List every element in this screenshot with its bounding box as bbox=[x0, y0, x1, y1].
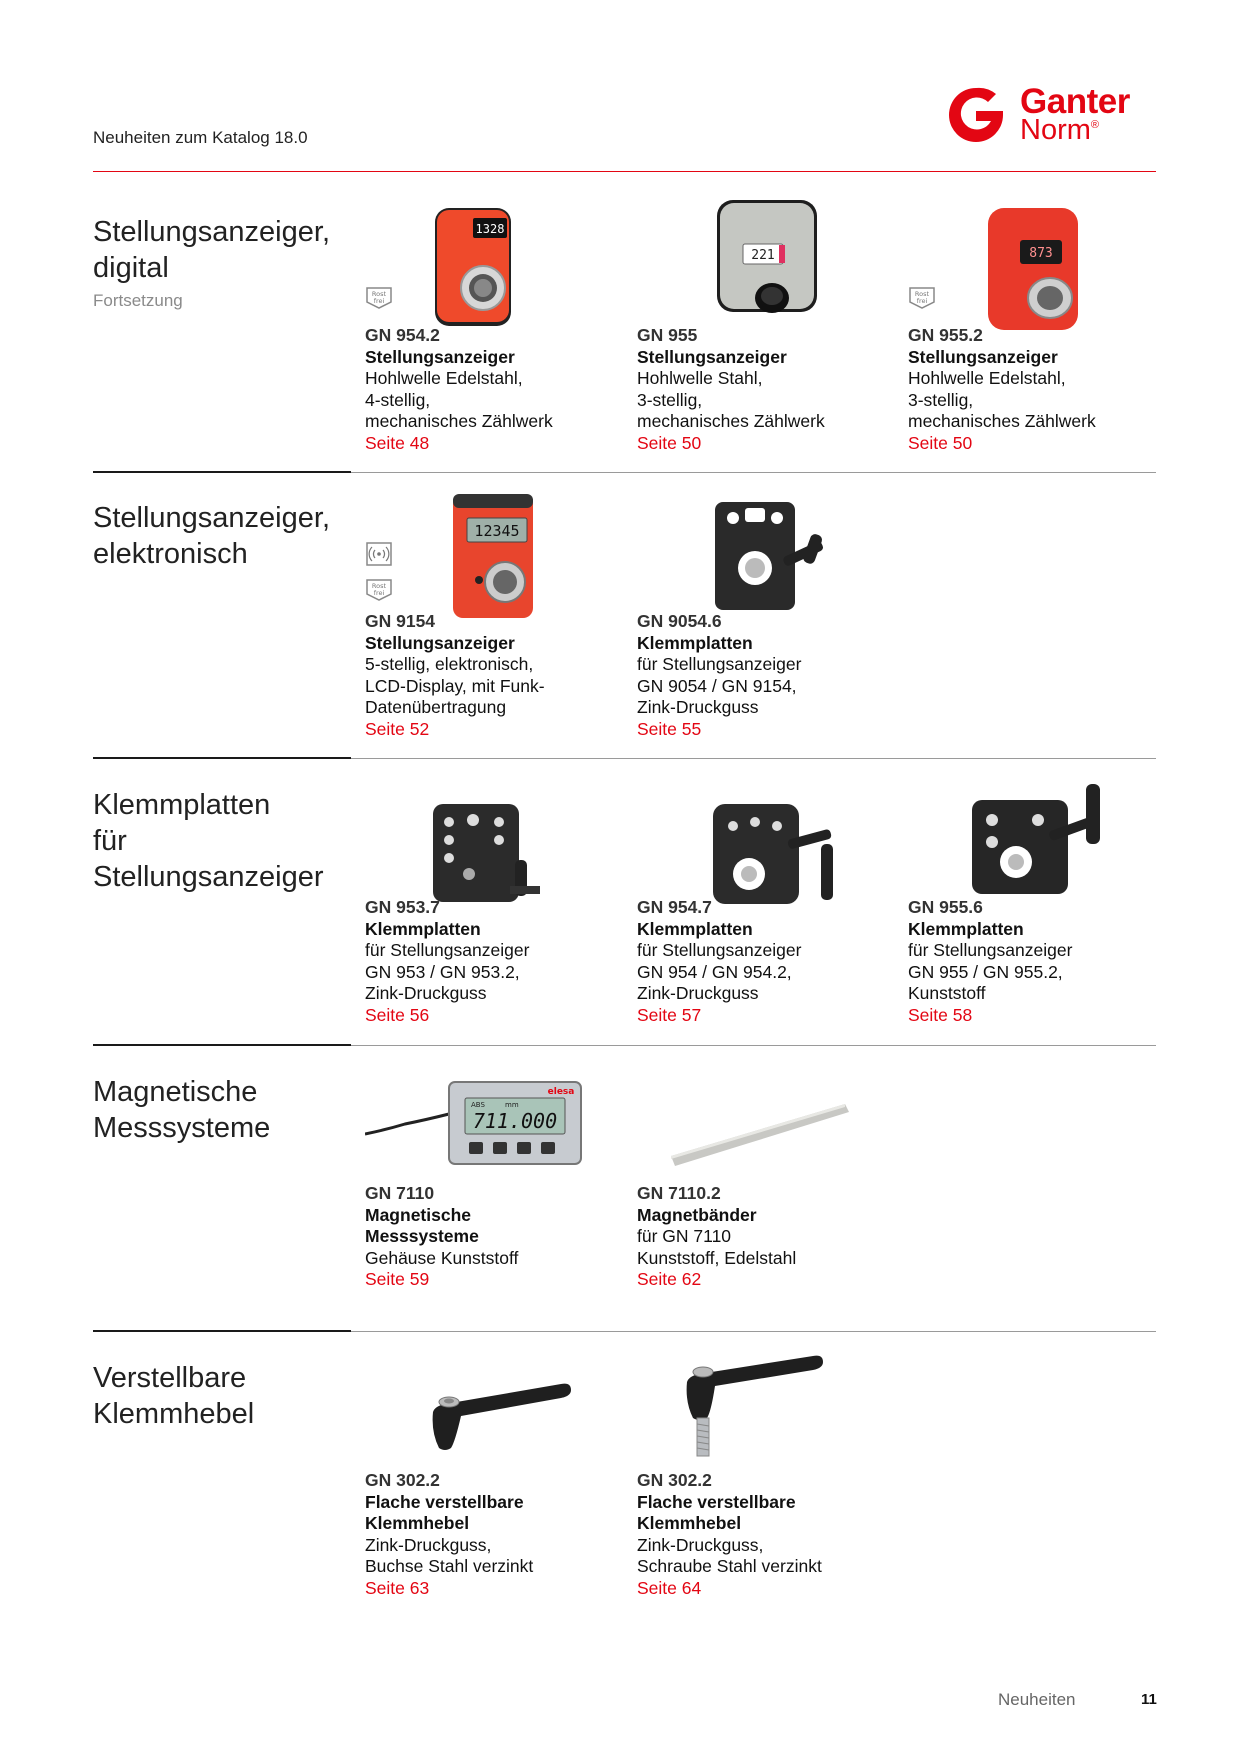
product-code: GN 9154 bbox=[365, 611, 436, 631]
svg-text:711.000: 711.000 bbox=[472, 1109, 558, 1133]
ganter-g-icon bbox=[940, 82, 1012, 148]
logo-wordmark-norm: Norm® bbox=[1020, 114, 1099, 146]
product-text bbox=[365, 1183, 518, 1291]
position-indicator-red-image bbox=[908, 200, 1158, 340]
product-page-link[interactable]: Seite 56 bbox=[365, 1004, 430, 1025]
product-code: GN 955.2 bbox=[908, 325, 983, 345]
section-divider bbox=[93, 1044, 351, 1046]
svg-text:frei: frei bbox=[373, 589, 385, 597]
product-page-link[interactable]: Seite 50 bbox=[637, 432, 702, 453]
product-description: für Stellungsanzeiger GN 953 / GN 953.2, Zink-Druckguss bbox=[365, 940, 530, 1003]
product-page-link[interactable]: Seite 57 bbox=[637, 1004, 702, 1025]
product-page-link[interactable]: Seite 52 bbox=[365, 718, 430, 739]
svg-text:elesa: elesa bbox=[547, 1087, 575, 1097]
product-description: Zink-Druckguss, Schraube Stahl verzinkt bbox=[637, 1534, 822, 1576]
product-description: 5-stellig, elektronisch, LCD-Display, mit Funk- Datenübertragung bbox=[365, 654, 545, 717]
svg-text:frei: frei bbox=[916, 297, 928, 305]
clamping-plate-image bbox=[637, 774, 887, 914]
section-subtitle: Fortsetzung bbox=[93, 291, 183, 310]
product-name: Flache verstellbare Klemmhebel bbox=[365, 1491, 524, 1533]
section-title: Magnetische Messsysteme bbox=[93, 1076, 271, 1144]
svg-text:mm: mm bbox=[505, 1101, 519, 1109]
product-code: GN 9054.6 bbox=[637, 611, 722, 631]
section-divider bbox=[351, 1045, 1156, 1046]
product-page-link[interactable]: Seite 50 bbox=[908, 432, 973, 453]
svg-text:Rost: Rost bbox=[371, 290, 387, 298]
product-description: Hohlwelle Edelstahl, 4-stellig, mechanisches Zählwerk bbox=[365, 368, 553, 431]
product-name: Klemmplatten bbox=[365, 918, 481, 939]
svg-text:1328: 1328 bbox=[475, 222, 505, 236]
product-text bbox=[637, 1183, 796, 1291]
product-name: Stellungsanzeiger bbox=[365, 346, 515, 367]
product-page-link[interactable]: Seite 48 bbox=[365, 432, 430, 453]
svg-text:12345: 12345 bbox=[474, 522, 520, 540]
header-title: Neuheiten zum Katalog 18.0 bbox=[93, 128, 308, 147]
section-title: Verstellbare Klemmhebel bbox=[93, 1362, 255, 1430]
product-description: Hohlwelle Stahl, 3-stellig, mechanisches Zählwerk bbox=[637, 368, 825, 431]
section-divider bbox=[351, 1331, 1156, 1332]
clamping-plate-image bbox=[365, 774, 615, 914]
ganter-norm-logo bbox=[940, 82, 1155, 152]
product-description: für Stellungsanzeiger GN 954 / GN 954.2, Zink-Druckguss bbox=[637, 940, 802, 1003]
product-description: für GN 7110 Kunststoff, Edelstahl bbox=[637, 1226, 797, 1268]
product-name: Flache verstellbare Klemmhebel bbox=[637, 1491, 796, 1533]
product-text bbox=[637, 897, 801, 1026]
product-name: Stellungsanzeiger bbox=[365, 632, 515, 653]
product-name: Magnetbänder bbox=[637, 1204, 757, 1225]
clamping-plate-image bbox=[637, 488, 887, 628]
svg-text:Rost: Rost bbox=[914, 290, 930, 298]
clamping-plate-image bbox=[908, 774, 1158, 914]
product-name: Klemmplatten bbox=[637, 632, 753, 653]
product-text bbox=[637, 325, 825, 454]
section-title: Stellungsanzeiger, elektronisch bbox=[93, 502, 330, 570]
section-title: Klemmplatten für Stellungsanzeiger bbox=[93, 789, 324, 893]
product-name: Klemmplatten bbox=[637, 918, 753, 939]
product-code: GN 953.7 bbox=[365, 897, 440, 917]
product-page-link[interactable]: Seite 63 bbox=[365, 1577, 430, 1598]
product-code: GN 7110.2 bbox=[637, 1183, 721, 1203]
svg-text:Rost: Rost bbox=[371, 582, 387, 590]
product-description: für Stellungsanzeiger GN 955 / GN 955.2, Kunststoff bbox=[908, 940, 1073, 1003]
product-description: Hohlwelle Edelstahl, 3-stellig, mechanisches Zählwerk bbox=[908, 368, 1096, 431]
product-name: Magnetische Messsysteme bbox=[365, 1204, 479, 1246]
product-name: Stellungsanzeiger bbox=[908, 346, 1058, 367]
svg-text:221: 221 bbox=[751, 248, 775, 263]
header-divider bbox=[93, 171, 1156, 172]
product-code: GN 955 bbox=[637, 325, 698, 345]
product-code: GN 302.2 bbox=[365, 1470, 440, 1490]
product-text bbox=[637, 1470, 822, 1599]
product-description: Zink-Druckguss, Buchse Stahl verzinkt bbox=[365, 1534, 534, 1576]
product-page-link[interactable]: Seite 64 bbox=[637, 1577, 702, 1598]
logo-wordmark-ganter: Ganter bbox=[1020, 82, 1130, 121]
product-code: GN 7110 bbox=[365, 1183, 435, 1203]
section-title: Stellungsanzeiger, digital bbox=[93, 216, 330, 284]
product-text bbox=[365, 611, 545, 740]
electronic-indicator-image bbox=[365, 488, 615, 628]
product-page-link[interactable]: Seite 58 bbox=[908, 1004, 973, 1025]
section-divider bbox=[351, 758, 1156, 759]
section-divider bbox=[93, 471, 351, 473]
product-code: GN 955.6 bbox=[908, 897, 983, 917]
position-indicator-grey-image bbox=[637, 200, 887, 340]
product-code: GN 954.2 bbox=[365, 325, 440, 345]
footer-page-number: 11 bbox=[1141, 1691, 1157, 1708]
product-text bbox=[908, 325, 1096, 454]
product-text bbox=[365, 897, 529, 1026]
product-text bbox=[908, 897, 1072, 1026]
section-divider bbox=[351, 472, 1156, 473]
position-indicator-red-image bbox=[365, 200, 615, 340]
product-description: Gehäuse Kunststoff bbox=[365, 1247, 519, 1268]
product-code: GN 302.2 bbox=[637, 1470, 712, 1490]
svg-text:frei: frei bbox=[373, 297, 385, 305]
product-text bbox=[365, 325, 553, 454]
product-description: für Stellungsanzeiger GN 9054 / GN 9154, Zink-Druckguss bbox=[637, 654, 802, 717]
footer-section-label: Neuheiten bbox=[998, 1690, 1076, 1709]
svg-text:873: 873 bbox=[1029, 246, 1053, 261]
product-name: Stellungsanzeiger bbox=[637, 346, 787, 367]
product-page-link[interactable]: Seite 62 bbox=[637, 1269, 702, 1289]
section-divider bbox=[93, 757, 351, 759]
product-text bbox=[637, 611, 801, 740]
product-code: GN 954.7 bbox=[637, 897, 712, 917]
section-divider bbox=[93, 1330, 351, 1332]
product-name: Klemmplatten bbox=[908, 918, 1024, 939]
product-text bbox=[365, 1470, 533, 1599]
product-page-link[interactable]: Seite 55 bbox=[637, 718, 702, 739]
svg-text:ABS: ABS bbox=[471, 1101, 485, 1109]
product-page-link[interactable]: Seite 59 bbox=[365, 1269, 430, 1289]
